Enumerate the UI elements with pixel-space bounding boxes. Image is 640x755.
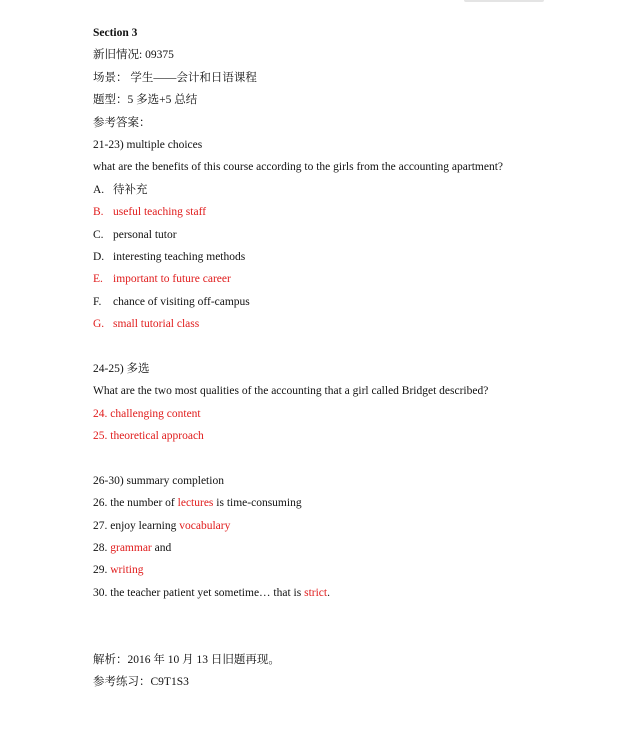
option-letter: D. <box>93 250 105 263</box>
summary-answer: grammar <box>110 541 152 554</box>
analysis <box>93 649 613 671</box>
type-label: 题型： <box>93 94 128 107</box>
summary-answer: lectures <box>177 497 214 510</box>
part3-heading: 26-30) summary completion <box>93 474 224 487</box>
scene-label: 场景： <box>93 71 128 84</box>
analysis-label: 解析： <box>93 653 128 666</box>
old-new-value: 09375 <box>145 49 174 62</box>
summary-item <box>93 559 613 581</box>
summary-before: 26. the number of <box>93 497 178 510</box>
summary-item <box>93 537 613 559</box>
practice-value: C9T1S3 <box>150 676 189 689</box>
document-page <box>93 22 613 694</box>
old-new-label: 新旧情况: <box>93 49 143 62</box>
summary-item <box>93 515 613 537</box>
scene <box>93 67 613 89</box>
summary-item <box>93 582 613 604</box>
option-a <box>93 179 613 201</box>
summary-answer: vocabulary <box>179 519 231 532</box>
summary-before: 30. the teacher patient yet sometime… that is <box>93 586 305 599</box>
summary-answer: strict <box>304 586 328 599</box>
summary-before: 28. <box>93 541 111 554</box>
option-e <box>93 268 613 290</box>
option-letter: E. <box>93 273 103 286</box>
option-letter: A. <box>93 183 105 196</box>
scene-value: 学生——会计和日语课程 <box>130 71 257 84</box>
top-edge-mark <box>464 0 544 2</box>
option-text: personal tutor <box>113 228 177 241</box>
option-letter: G. <box>93 318 105 331</box>
summary-before: 27. enjoy learning <box>93 519 180 532</box>
option-b <box>93 201 613 223</box>
option-text: small tutorial class <box>113 318 200 331</box>
type-value: 5 多选+5 总结 <box>127 94 198 107</box>
option-text: useful teaching staff <box>113 206 207 219</box>
part2-answer: 25. theoretical approach <box>93 430 204 443</box>
practice <box>93 671 613 693</box>
summary-after: . <box>327 586 330 599</box>
part2-heading: 24-25) 多选 <box>93 362 150 375</box>
summary-after: and <box>151 541 172 554</box>
old-new-status <box>93 44 613 66</box>
part1-options <box>93 179 613 336</box>
part2-answer: 24. challenging content <box>93 407 201 420</box>
option-c <box>93 224 613 246</box>
option-d <box>93 246 613 268</box>
option-text: important to future career <box>113 273 231 286</box>
practice-label: 参考练习： <box>93 676 151 689</box>
option-text: interesting teaching methods <box>113 250 246 263</box>
answers-label: 参考答案： <box>93 116 151 129</box>
option-letter: B. <box>93 206 104 219</box>
option-letter: F. <box>93 295 102 308</box>
analysis-value: 2016 年 10 月 13 日旧题再现。 <box>127 653 280 666</box>
section-title: Section 3 <box>93 27 138 39</box>
option-g <box>93 313 613 335</box>
summary-after: is time-consuming <box>213 497 302 510</box>
option-text: chance of visiting off-campus <box>113 295 250 308</box>
option-f <box>93 291 613 313</box>
part2-question: What are the two most qualities of the accounting that a girl called Bridget described? <box>93 385 489 398</box>
question-type <box>93 89 613 111</box>
option-letter: C. <box>93 228 104 241</box>
summary-item <box>93 492 613 514</box>
summary-answer: writing <box>110 564 144 577</box>
part1-question: what are the benefits of this course according to the girls from the accounting apartment? <box>93 161 504 174</box>
summary-before: 29. <box>93 564 111 577</box>
part1-heading: 21-23) multiple choices <box>93 138 203 151</box>
option-text: 待补充 <box>113 183 148 196</box>
